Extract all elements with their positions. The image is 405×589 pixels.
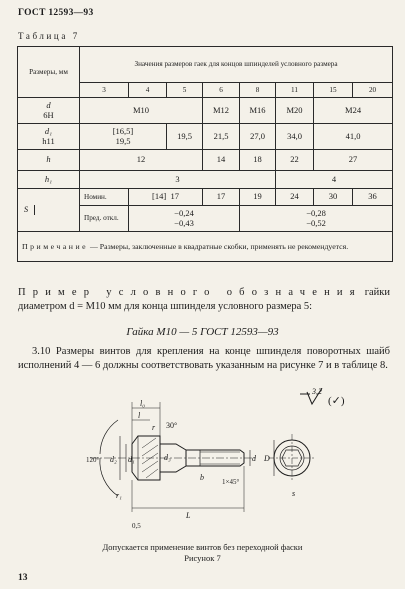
size-5: 5	[167, 83, 203, 98]
cell-d1-34: [16,5] 19,5	[80, 124, 167, 150]
size-20: 20	[353, 83, 393, 98]
cell-h-1520: 27	[314, 150, 393, 171]
cell-h-11: 22	[276, 150, 314, 171]
label-l: l	[138, 411, 141, 420]
cell-nom-34: [14] 17	[129, 189, 203, 206]
label-s: s	[292, 489, 296, 498]
figure-title: Рисунок 7	[184, 553, 221, 563]
roughness-value: 3,2	[312, 388, 322, 396]
cell-d1-1520: 41,0	[314, 124, 393, 150]
label-b: b	[200, 473, 204, 482]
table-caption: Таблица 7	[18, 31, 80, 41]
cell-h-345: 12	[80, 150, 203, 171]
cell-d1-5: 19,5	[167, 124, 203, 150]
paragraph-3-10: 3.10 Размеры винтов для крепления на конце шпинделя поворотных шайб исполнений 4 — 6 должны соответствовать указанным на рисунке 7 и в таблице 8.	[18, 346, 390, 371]
label-L: L	[186, 511, 191, 520]
cell-d1-11: 34,0	[276, 124, 314, 150]
label-r1: r₁	[116, 491, 122, 500]
cell-h1-right: 4	[276, 171, 393, 189]
cell-dev-right: −0,28 −0,52	[240, 206, 393, 232]
group-header: Значения размеров гаек для концов шпинделей условного размера	[80, 47, 393, 83]
cell-h1-left: 3	[80, 171, 276, 189]
page-number: 13	[18, 573, 28, 583]
label-l0: l₀	[140, 399, 146, 408]
label-05: 0,5	[132, 522, 141, 530]
cell-d-m24: M24	[314, 98, 393, 124]
size-3: 3	[80, 83, 129, 98]
cell-nom-1520: 36	[353, 189, 393, 206]
cell-d-m12: M12	[203, 98, 240, 124]
row-s-label: S	[18, 205, 35, 215]
cell-dev-left: −0,24 −0,43	[129, 206, 240, 232]
label-120deg: 120°	[86, 456, 100, 464]
cell-nom-5: 17	[203, 189, 240, 206]
row-h1-label: h₁	[18, 171, 80, 189]
cell-h-6: 14	[203, 150, 240, 171]
label-d2: d₂	[110, 455, 117, 464]
label-d: d	[252, 454, 256, 463]
figure-caption: Допускается применение винтов без переходной фаски	[102, 542, 303, 552]
label-r: r	[152, 423, 156, 432]
table-note: Примечание — Размеры, заключенные в квадратные скобки, применять не рекомендуется.	[18, 232, 393, 262]
size-11: 11	[276, 83, 314, 98]
row-d1-label: d₁ h11	[18, 124, 80, 150]
example-paragraph: Пример условного обозначения гайки диаметром d = M10 мм для конца шпинделя условного размера 5:	[18, 287, 390, 312]
table-7	[17, 46, 393, 262]
cell-d1-6: 21,5	[203, 124, 240, 150]
designation-example: Гайка М10 — 5 ГОСТ 12593—93	[126, 326, 279, 338]
label-d1: d₁	[128, 455, 135, 464]
size-8: 8	[240, 83, 276, 98]
cell-d-m16: M16	[240, 98, 276, 124]
size-6: 6	[203, 83, 240, 98]
size-15: 15	[314, 83, 353, 98]
cell-nom-8: 24	[276, 189, 314, 206]
cell-nom-6: 19	[240, 189, 276, 206]
page-header: ГОСТ 12593—93	[18, 8, 94, 18]
label-30deg: 30°	[166, 421, 178, 430]
col-header-label: Размеры, мм	[18, 47, 80, 98]
size-4: 4	[129, 83, 167, 98]
cell-d-m20: M20	[276, 98, 314, 124]
label-d3: d₃	[164, 453, 171, 462]
cell-d1-8: 27,0	[240, 124, 276, 150]
dev-label: Пред. откл.	[80, 206, 129, 232]
roughness-paren: (✓)	[328, 395, 345, 407]
row-d-label: d 6H	[18, 98, 80, 124]
cell-d-m10: M10	[80, 98, 203, 124]
row-h-label: h	[18, 150, 80, 171]
label-D: D	[264, 454, 270, 463]
cell-h-8: 18	[240, 150, 276, 171]
figure-7-drawing	[0, 388, 405, 540]
label-chamfer: 1×45°	[222, 478, 240, 486]
cell-nom-11: 30	[314, 189, 353, 206]
nom-label: Номин.	[80, 189, 129, 206]
